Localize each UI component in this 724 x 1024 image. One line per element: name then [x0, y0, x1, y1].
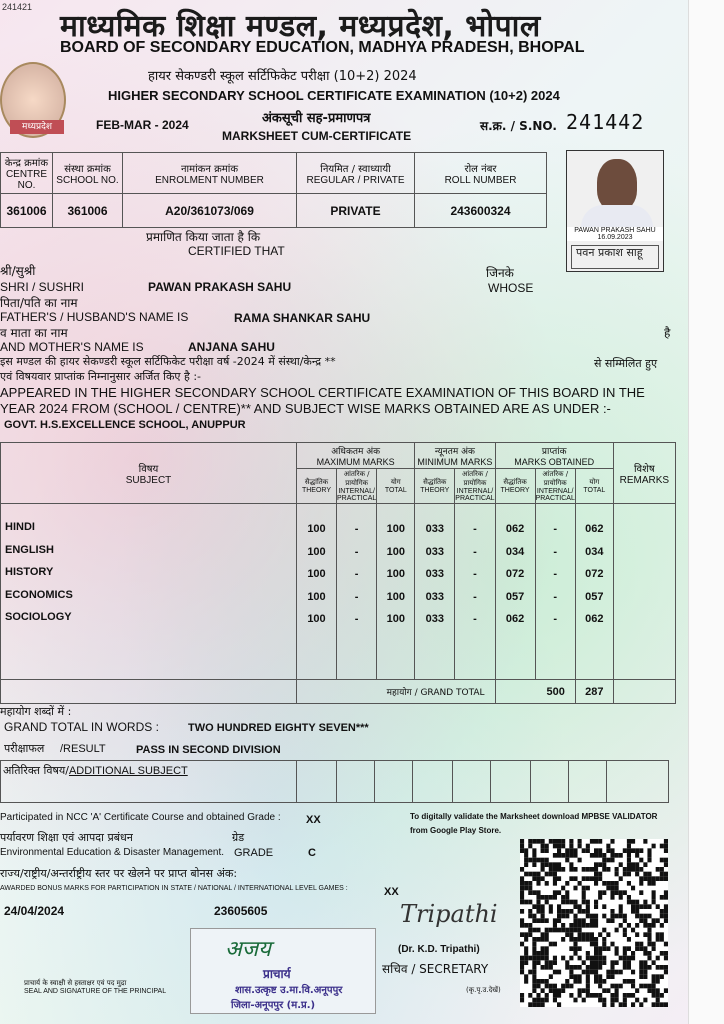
- shri-label: SHRI / SUSHRI: [0, 280, 85, 294]
- school-label-hi: संस्था क्रमांक: [64, 163, 111, 175]
- ncc-value: XX: [306, 814, 321, 826]
- grand-total-obt: 287: [575, 680, 613, 704]
- cell: 072: [505, 568, 525, 580]
- para-en-1: APPEARED IN THE HIGHER SECONDARY SCHOOL CERTIFICATE EXAMINATION OF THIS BOARD IN THE: [0, 385, 645, 400]
- obt-tot-header: TOTAL: [583, 487, 606, 494]
- subject-hi: विषय: [138, 463, 159, 475]
- cell: 100: [386, 568, 405, 580]
- exam-title-hindi: हायर सेकण्डरी स्कूल सर्टिफिकेट परीक्षा (10+2) 2024: [148, 69, 417, 84]
- cell: 100: [307, 523, 326, 535]
- mother-name: ANJANA SAHU: [188, 340, 275, 354]
- cell: -: [354, 545, 359, 558]
- obt-hi: प्राप्तांक: [541, 447, 567, 457]
- photo-name: PAWAN PRAKASH SAHU: [574, 227, 656, 234]
- validator-note: To digitally validate the Marksheet download MPBSE VALIDATOR: [410, 812, 658, 821]
- shri-hindi: श्री/सुश्री: [0, 264, 36, 278]
- tot-header: TOTAL: [384, 487, 407, 494]
- cell: 034: [585, 545, 604, 558]
- sno-value: 241442: [566, 110, 645, 134]
- subject-row: SOCIOLOGY: [5, 611, 72, 623]
- obt-in-hi: आंतरिक / प्रायोगिक: [542, 470, 569, 487]
- school-no: 361006: [53, 194, 123, 228]
- student-signature: पवन प्रकाश साहू: [571, 245, 659, 269]
- board-title-hindi: माध्यमिक शिक्षा मण्डल, मध्यप्रदेश, भोपाल: [60, 9, 541, 44]
- max-hi: अधिकतम अंक: [331, 447, 381, 457]
- obt-header: MARKS OBTAINED: [514, 457, 595, 467]
- cell: -: [354, 613, 359, 625]
- grade-value: C: [308, 847, 316, 859]
- roll-label-hi: रोल नंबर: [464, 163, 497, 175]
- total-in-words: TWO HUNDRED EIGHTY SEVEN***: [188, 722, 369, 734]
- cell: -: [473, 545, 477, 558]
- student-photo: [566, 150, 664, 272]
- issue-date: 24/04/2024: [4, 904, 65, 918]
- student-name: PAWAN PRAKASH SAHU: [148, 280, 292, 294]
- principal-hindi: प्राचार्य के स्वाक्षी से हस्ताक्षर एवं पद मुद्रा: [24, 979, 127, 987]
- words-hindi: महायोग शब्दों में :: [0, 705, 72, 718]
- result-value: PASS IN SECOND DIVISION: [136, 744, 281, 756]
- certified-hindi: प्रमाणित किया जाता है कि: [146, 230, 261, 244]
- max-header: MAXIMUM MARKS: [316, 457, 395, 467]
- cell: 100: [386, 545, 405, 558]
- words-label: GRAND TOTAL IN WORDS :: [4, 720, 159, 734]
- bonus-hindi: राज्य/राष्ट्रीय/अन्तर्राष्ट्रीय स्तर पर खेलने पर प्राप्त बोनस अंक:: [0, 867, 238, 880]
- doc-title: MARKSHEET CUM-CERTIFICATE: [222, 129, 412, 143]
- school-label: SCHOOL NO.: [56, 174, 119, 186]
- obt-tot-hi: योग: [589, 478, 600, 486]
- roll-label: ROLL NUMBER: [444, 174, 517, 186]
- pto-note: (कृ.पृ.उ.देखें): [466, 986, 501, 994]
- secretary-name: (Dr. K.D. Tripathi): [398, 944, 480, 955]
- photo-caption: [567, 227, 663, 241]
- enrol-label-hi: नामांकन क्रमांक: [180, 163, 239, 175]
- cell: 062: [585, 613, 604, 625]
- min-header: MINIMUM MARKS: [417, 457, 493, 467]
- centre-label: CENTRE NO.: [5, 169, 48, 191]
- tot-hi: योग: [390, 478, 401, 486]
- env-hindi: पर्यावरण शिक्षा एवं आपदा प्रबंधन: [0, 831, 133, 844]
- cell: -: [354, 590, 359, 603]
- cell: 062: [505, 523, 525, 535]
- ncc-label: Participated in NCC 'A' Certificate Course and obtained Grade :: [0, 812, 281, 823]
- min-th-header: THEORY: [420, 487, 450, 494]
- session: FEB-MAR - 2024: [96, 118, 189, 132]
- sno-label: स.क्र. / S.NO.: [480, 119, 557, 133]
- stamp-school: शास.उत्कृष्ट उ.मा.वि.अनूपपुर: [235, 985, 343, 996]
- addl-label: ADDITIONAL SUBJECT: [68, 765, 188, 777]
- subject-row: ENGLISH: [5, 543, 54, 556]
- cell: 033: [425, 523, 444, 535]
- additional-subject-table: [0, 760, 669, 803]
- in-hi: आंतरिक / प्रायोगिक: [343, 470, 370, 487]
- principal-signature: अजय: [225, 937, 271, 962]
- whose-label: WHOSE: [488, 281, 534, 295]
- addl-hindi: अतिरिक्त विषय/: [3, 764, 69, 777]
- cell: 062: [585, 523, 604, 535]
- result-hindi: परीक्षाफल: [4, 742, 45, 755]
- cell: -: [553, 590, 558, 603]
- centre-no: 361006: [1, 194, 53, 228]
- student-info-table: [0, 152, 547, 228]
- cell: 033: [425, 545, 444, 558]
- cell: 034: [505, 545, 525, 558]
- face-image: [597, 159, 637, 211]
- cell: -: [354, 523, 359, 535]
- subject-row: HISTORY: [5, 566, 54, 578]
- obt-th-header: THEORY: [500, 487, 530, 494]
- serial-top: 241421: [2, 2, 33, 12]
- marks-table: [0, 442, 676, 704]
- shirt-image: [581, 205, 653, 227]
- env-label: Environmental Education & Disaster Management.: [0, 847, 225, 858]
- para-hindi-1b: से सम्मिलित हुए: [594, 357, 658, 370]
- cell: -: [473, 613, 477, 625]
- remarks-header: REMARKS: [619, 474, 670, 486]
- school-name: GOVT. H.S.EXCELLENCE SCHOOL, ANUPPUR: [4, 419, 246, 431]
- doc-title-hindi: अंकसूची सह-प्रमाणपत्र: [262, 111, 371, 126]
- qr-code-icon: [520, 839, 668, 1007]
- cell: -: [553, 545, 558, 558]
- cell: -: [473, 568, 477, 580]
- cell: -: [354, 568, 359, 580]
- grade-label: GRADE: [234, 847, 274, 859]
- cell: 072: [585, 568, 604, 580]
- th-header: THEORY: [301, 487, 332, 494]
- bonus-label: AWARDED BONUS MARKS FOR PARTICIPATION IN STATE / NATIONAL / INTERNATIONAL LEVEL GAMES :: [0, 885, 348, 892]
- cell: -: [473, 590, 477, 603]
- cell: -: [553, 568, 558, 580]
- mother-label: AND MOTHER'S NAME IS: [0, 340, 144, 354]
- th-hi: सैद्धांतिक: [304, 478, 329, 486]
- board-title: BOARD OF SECONDARY EDUCATION, MADHYA PRADESH, BHOPAL: [60, 39, 585, 56]
- certified: CERTIFIED THAT: [188, 244, 285, 258]
- para-hindi-2: एवं विषयवार प्राप्तांक निम्नानुसार अर्जित किए है :-: [0, 370, 201, 383]
- para-hindi-1: इस मण्डल की हायर सेकण्डरी स्कूल सर्टिफिकेट परीक्षा वर्ष -2024 में संस्था/केन्द्र **: [0, 355, 336, 368]
- cell: 033: [425, 590, 444, 603]
- grade-hindi: ग्रेड: [232, 831, 245, 844]
- validator-note-2: from Google Play Store.: [410, 826, 502, 835]
- principal-stamp: [190, 928, 376, 1014]
- cell: 057: [585, 590, 604, 603]
- centre-label-hi: केन्द्र क्रमांक: [4, 158, 49, 169]
- grand-total-max: 500: [495, 680, 575, 704]
- secretary-signature: Tripathi: [400, 900, 498, 928]
- min-in-hi: आंतरिक / प्रायोगिक: [462, 470, 488, 487]
- whose-hindi: जिनके: [486, 266, 514, 280]
- roll-no: 243600324: [415, 194, 547, 228]
- category: PRIVATE: [297, 194, 415, 228]
- result-label: /RESULT: [60, 743, 106, 755]
- photo-date: 16.09.2023: [597, 234, 633, 241]
- mother-hindi: व माता का नाम: [0, 326, 68, 340]
- min-hi: न्यूनतम अंक: [434, 447, 475, 457]
- enrol-label: ENROLMENT NUMBER: [155, 174, 264, 186]
- stamp-district: जिला-अनूपपुर (म.प्र.): [231, 1000, 316, 1011]
- cell: -: [473, 523, 477, 535]
- cell: 100: [307, 568, 326, 580]
- cell: 100: [386, 590, 405, 603]
- min-in-header: INTERNAL/ PRACTICAL: [455, 488, 495, 502]
- stamp-title: प्राचार्य: [263, 967, 291, 981]
- cell: 033: [425, 568, 444, 580]
- cell: 100: [307, 590, 326, 603]
- regular-label: REGULAR / PRIVATE: [306, 174, 405, 186]
- secretary-label: सचिव / SECRETARY: [382, 962, 489, 976]
- grand-total-label: महायोग / GRAND TOTAL: [297, 680, 496, 704]
- regular-label-hi: नियमित / स्वाध्यायी: [320, 163, 391, 175]
- hai-text: है: [664, 326, 671, 340]
- bonus-value: XX: [384, 886, 399, 898]
- cell: 100: [307, 613, 326, 625]
- cell: 100: [386, 523, 405, 535]
- exam-title: HIGHER SECONDARY SCHOOL CERTIFICATE EXAMINATION (10+2) 2024: [108, 88, 560, 103]
- para-en-2: YEAR 2024 FROM (SCHOOL / CENTRE)** AND SUBJECT WISE MARKS OBTAINED ARE AS UNDER :-: [0, 401, 611, 416]
- subject-row: ECONOMICS: [5, 588, 73, 601]
- obt-th-hi: सैद्धांतिक: [503, 478, 527, 486]
- in-header: INTERNAL/ PRACTICAL: [337, 488, 377, 502]
- cell: 100: [307, 545, 326, 558]
- cell: -: [553, 523, 558, 535]
- obt-in-header: INTERNAL/ PRACTICAL: [535, 488, 575, 502]
- cell: 062: [505, 613, 525, 625]
- issue-code: 23605605: [214, 904, 268, 918]
- cell: -: [553, 613, 558, 625]
- father-name: RAMA SHANKAR SAHU: [234, 311, 371, 325]
- principal-label: SEAL AND SIGNATURE OF THE PRINCIPAL: [24, 988, 167, 995]
- father-label: FATHER'S / HUSBAND'S NAME IS: [0, 310, 189, 324]
- min-th-hi: सैद्धांतिक: [423, 478, 447, 486]
- father-hindi: पिता/पति का नाम: [0, 296, 78, 310]
- cell: 057: [505, 590, 525, 603]
- page-edge: [688, 0, 724, 1024]
- subject-header: SUBJECT: [125, 474, 172, 486]
- seal-label: मध्यप्रदेश: [10, 120, 64, 134]
- remarks-hi: विशेष: [633, 463, 655, 475]
- cell: 033: [425, 613, 444, 625]
- cell: 100: [386, 613, 405, 625]
- enrolment-no: A20/361073/069: [123, 194, 297, 228]
- subject-row: HINDI: [5, 521, 35, 533]
